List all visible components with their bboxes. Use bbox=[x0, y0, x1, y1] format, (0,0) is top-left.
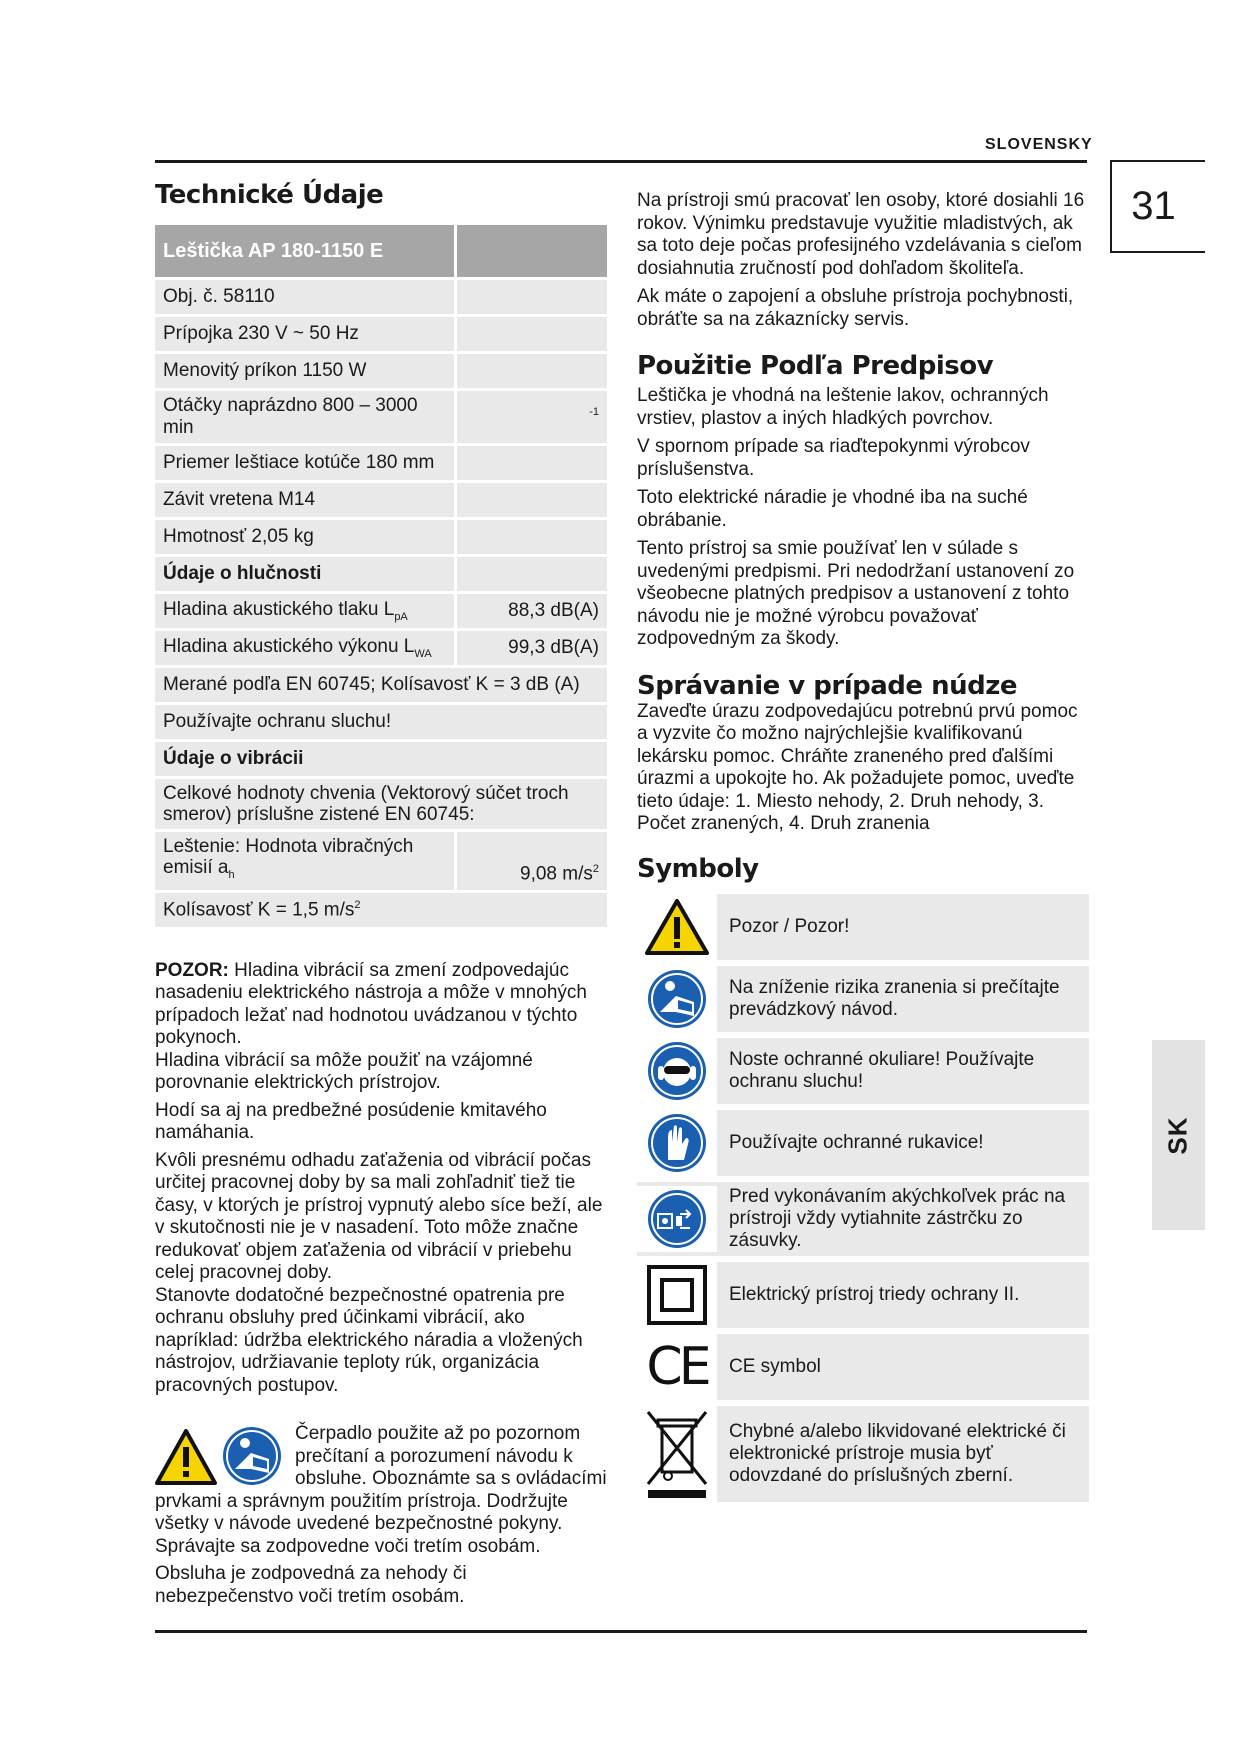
weee-bin-icon bbox=[644, 1408, 710, 1500]
symbol-row: Pred vykonávaním akýchkoľvek prác na prístroji vždy vytiahnite zástrčku zo zásuvky. bbox=[637, 1182, 1089, 1256]
emergency-heading: Správanie v prípade núdze bbox=[637, 670, 1018, 701]
symbol-row: Chybné a/alebo likvidované elektrické či elektronické prístroje musia byť odovzdané do príslušných zberní. bbox=[637, 1406, 1089, 1502]
page-number: 31 bbox=[1110, 160, 1205, 253]
noise-section-row: Údaje o hlučnosti bbox=[155, 557, 607, 591]
tech-title: Technické Údaje bbox=[155, 180, 384, 210]
table-row: Menovitý príkon 1150 W bbox=[155, 354, 607, 388]
table-row: Používajte ochranu sluchu! bbox=[155, 705, 607, 739]
table-row: Merané podľa EN 60745; Kolísavosť K = 3 dB (A) bbox=[155, 668, 607, 702]
bottom-rule bbox=[155, 1630, 1087, 1633]
vibration-value: 9,08 $m/s^2$ bbox=[457, 832, 607, 890]
product-name: Leštička AP 180-1150 E bbox=[155, 225, 457, 277]
read-manual-icon bbox=[646, 968, 708, 1030]
symbol-row: Noste ochranné okuliare! Používajte ochranu sluchu! bbox=[637, 1038, 1089, 1104]
right-column: Na prístroji smú pracovať len osoby, ktoré dosiahli 16 rokov. Výnimku predstavuje využitie mladistvých, ak sa toto deje počas profesijného vzdelávania s cieľom dosiahnutia zručností pod dohľadom školiteľa. Ak máte o zapojení a obsluhe prístroja pochybnosti, obráťte sa na zákaznícky servis. Použitie Podľa Predpisov Leštička je vhodná na leštenie lakov, ochranných vrstiev, plastov a iných hladkých povrchov. V spornom prípade sa riaďtepokynmi výrobcov príslušenstva. Toto elektrické náradie je vhodné iba na suché obrábanie. Tento prístroj sa smie používať len v súlade s uvedenými predpismi. Pri nedodržaní ustanovení zo všeobecne platných predpisov a ustanovení z tohto návodu nie je možné výrobcu považovať zodpovedným za škody. Správanie v prípade núdze Zaveďte úrazu zodpovedajúcu potrebnú prvú pomoc a vyzvite čo možno najrýchlejšie kvalifikovanú lekársku pomoc. Chráňte zraneného pred ďalšími úrazmi a upokojte ho. Ak požadujete pomoc, uveďte tieto údaje: 1. Miesto nehody, 2. Druh nehody, 3. Počet zranených, 4. Druh zranenia Symboly Pozor / Pozor! Na zníženie rizika zranenia si prečítajte prevádzkový návod. Noste ochranné okuliare! Používajte ochranu sluchu! Používajte ochranné rukavice! Pred vykonávaním akýchkoľvek prác na prístroji vždy vytiahnite zástrčku zo zásuvky. Elektrický prístroj triedy ochrany II. CE CE symbol Chybné a/alebo likvidované elektrické či elektronické prístroje musia byť odovzdané do príslušných zberní. bbox=[637, 190, 1089, 1508]
left-column bbox=[155, 180, 607, 1613]
table-row: Otáčky naprázdno 800 – 3000 min $^{-1}$ bbox=[155, 391, 607, 443]
gloves-icon bbox=[646, 1112, 708, 1174]
symbols-list bbox=[637, 894, 1089, 1502]
language-header: SLOVENSKY bbox=[985, 136, 1093, 153]
goggles-ear-icon bbox=[646, 1040, 708, 1102]
symbol-row: Pozor / Pozor! bbox=[637, 894, 1089, 960]
use-heading: Použitie Podľa Predpisov bbox=[637, 351, 994, 381]
language-tab-label: SK bbox=[1163, 1115, 1193, 1155]
table-row: Závit vretena M14 bbox=[155, 483, 607, 517]
vibration-notes: POZOR: Hladina vibrácií sa zmení zodpovedajúc nasadeniu elektrického nástroja a môže v mnohých prípadoch ležať nad hodnotou uvádzanou v týchto pokynoch. Hladina vibrácií sa môže použiť na vzájomné porovnanie elektrických prístrojov. Hodí sa aj na predbežné posúdenie kmitavého namáhania. Kvôli presnému odhadu zaťaženia od vibrácií počas určitej pracovnej doby by sa mali zohľadniť tiež tie časy, v ktorých je prístroj vypnutý alebo síce beží, ale v skutočnosti nie je v nasadení. Toto môže značne redukovať objem zaťaženia od vibrácií v priebehu celej pracovnej doby. Stanovte dodatočné bezpečnostné opatrenia pre ochranu obsluhy pred účinkami vibrácií, ako napríklad: údržba elektrického náradia a vložených nástrojov, udržiavanie teploty rúk, organizácia pracovných postupov. bbox=[155, 959, 603, 1396]
symbols-heading: Symboly bbox=[637, 853, 759, 884]
table-row: Priemer leštiace kotúče 180 mm bbox=[155, 446, 607, 480]
table-row: Leštenie: Hodnota vibračných emisií $a_h$ 9,08 $m/s^2$ bbox=[155, 832, 607, 890]
symbol-row: Používajte ochranné rukavice! bbox=[637, 1110, 1089, 1176]
tech-head-row bbox=[155, 225, 607, 277]
table-row: Hladina akustického tlaku $L_{pA}$ 88,3 dB(A) bbox=[155, 594, 607, 628]
table-row: Prípojka 230 V ~ 50 Hz bbox=[155, 317, 607, 351]
symbol-row: CE CE symbol bbox=[637, 1334, 1089, 1400]
pozor-label: POZOR: bbox=[155, 959, 229, 981]
ce-icon: CE bbox=[646, 1336, 708, 1397]
language-tab bbox=[1152, 1040, 1205, 1230]
table-row: Celkové hodnoty chvenia (Vektorový súčet troch smerov) príslušne zistené EN 60745: bbox=[155, 779, 607, 829]
vibration-section-row: Údaje o vibrácii bbox=[155, 742, 607, 776]
rpm-exponent: -1 bbox=[589, 405, 599, 418]
power-value: 99,3 dB(A) bbox=[457, 631, 607, 665]
read-manual-icon bbox=[221, 1425, 283, 1487]
tech-table bbox=[155, 222, 607, 930]
symbol-row: Elektrický prístroj triedy ochrany II. bbox=[637, 1262, 1089, 1328]
top-rule bbox=[155, 160, 1087, 163]
symbol-row: Na zníženie rizika zranenia si prečítajte prevádzkový návod. bbox=[637, 966, 1089, 1032]
warning-icon bbox=[644, 897, 710, 957]
pressure-value: 88,3 dB(A) bbox=[457, 594, 607, 628]
class-ii-icon bbox=[646, 1264, 708, 1326]
table-row: Obj. č. 58110 bbox=[155, 280, 607, 314]
manual-warning-block: Čerpadlo použite až po pozornom prečítaní a porozumení návodu k obsluhe. Oboznámte sa s ovládacími prvkami a správnym použitím prístroja. Dodržujte všetky v návode uvedené bezpečnostné pokyny. Správajte sa zodpovedne voči tretím osobám. Obsluha je zodpovedná za nehody či nebezpečenstvo voči tretím osobám. bbox=[155, 1423, 607, 1607]
table-row: Hladina akustického výkonu $L_{WA}$ 99,3 dB(A) bbox=[155, 631, 607, 665]
table-row: Kolísavosť K = 1,5 $m/s^2$ bbox=[155, 893, 607, 927]
unplug-icon bbox=[646, 1188, 708, 1250]
table-row: Hmotnosť 2,05 kg bbox=[155, 520, 607, 554]
